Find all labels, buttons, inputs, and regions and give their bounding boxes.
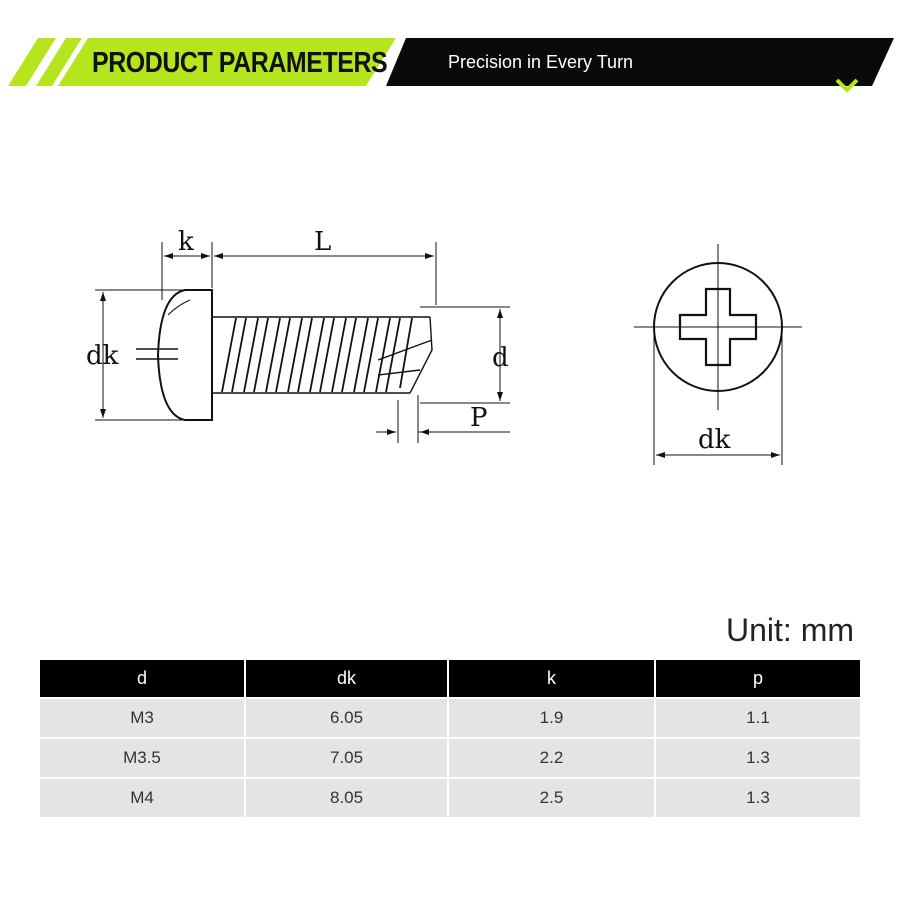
cell-k: 2.2 xyxy=(448,738,655,778)
header-dk: dk xyxy=(245,660,448,698)
label-d: d xyxy=(492,343,509,373)
table-row xyxy=(40,738,860,778)
side-view-dimensions xyxy=(95,242,510,443)
head-slot xyxy=(136,349,178,359)
cell-d: M3 xyxy=(40,698,245,738)
cell-dk: 6.05 xyxy=(245,698,448,738)
cell-d: M3.5 xyxy=(40,738,245,778)
label-dk-top: dk xyxy=(698,425,731,455)
cell-dk: 7.05 xyxy=(245,738,448,778)
label-k: k xyxy=(178,227,194,257)
cell-dk: 8.05 xyxy=(245,778,448,817)
screw-head xyxy=(158,290,212,420)
header-k: k xyxy=(448,660,655,698)
side-view-labels xyxy=(86,227,509,433)
table-row xyxy=(40,698,860,738)
label-P: P xyxy=(470,403,488,433)
cell-k: 2.5 xyxy=(448,778,655,817)
table-row xyxy=(40,778,860,817)
cell-k: 1.9 xyxy=(448,698,655,738)
cell-p: 1.3 xyxy=(655,738,860,778)
cell-p: 1.1 xyxy=(655,698,860,738)
header-d: d xyxy=(40,660,245,698)
cell-d: M4 xyxy=(40,778,245,817)
label-L: L xyxy=(314,227,332,257)
unit-label: Unit: mm xyxy=(726,612,854,648)
banner-tagline: Precision in Every Turn xyxy=(448,52,634,72)
side-view xyxy=(136,290,432,420)
label-dk-side: dk xyxy=(86,341,119,371)
screw-threads xyxy=(222,318,412,392)
header-p: p xyxy=(655,660,860,698)
screw-technical-drawing xyxy=(0,200,900,500)
header-banner xyxy=(0,0,900,110)
banner-title: PRODUCT PARAMETERS xyxy=(92,47,388,79)
table-header-row xyxy=(40,660,860,698)
spec-table xyxy=(40,660,860,817)
cell-p: 1.3 xyxy=(655,778,860,817)
